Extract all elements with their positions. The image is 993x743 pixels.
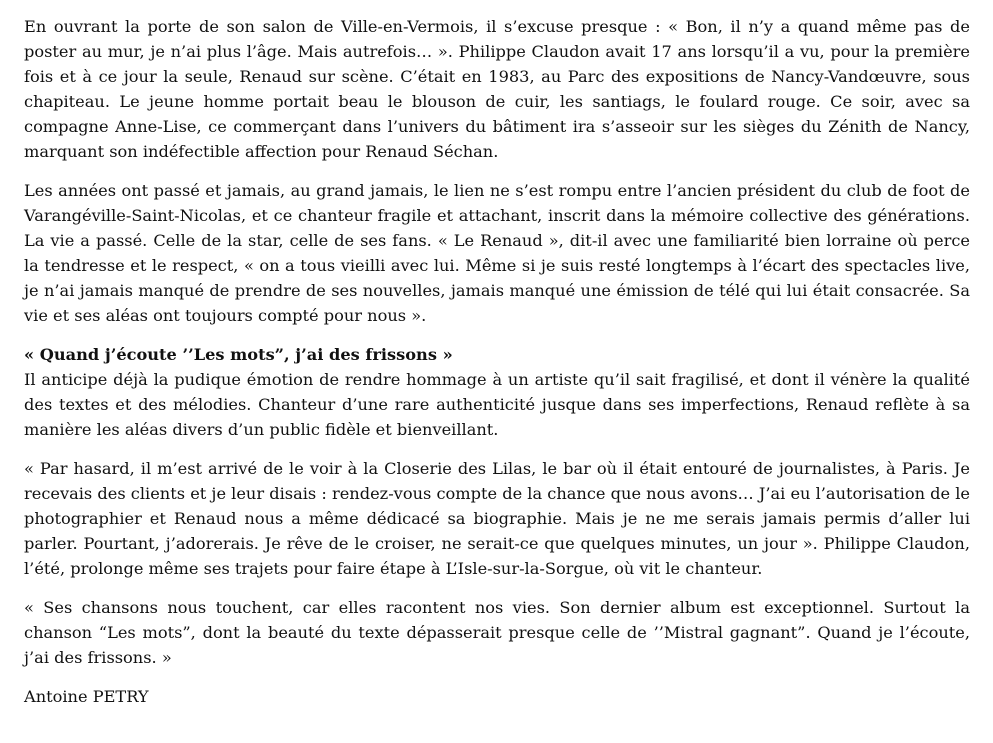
author-byline: Antoine PETRY: [24, 687, 149, 706]
article-paragraph: En ouvrant la porte de son salon de Ville-en-Vermois, il s’excuse presque : « Bon, il n’y a quand même pas de poster au mur, je n’ai plus l’âge. Mais autrefois… ». Philippe Claudon avait 17 ans lorsqu’il a vu, pour la première fois et à ce jour la seule, Renaud sur scène. C’était en 1983, au Parc des expositions de Nancy-Vandœuvre, sous chapiteau. Le jeune homme portait beau le blouson de cuir, les santiags, le foulard rouge. Ce soir, avec sa compagne Anne-Lise, ce commerçant dans l’univers du bâtiment ira s’asseoir sur les sièges du Zénith de Nancy, marquant son indéfectible affection pour Renaud Séchan.: [24, 17, 970, 161]
article-section: [24, 342, 970, 442]
article-paragraph: « Par hasard, il m’est arrivé de le voir à la Closerie des Lilas, le bar où il était entouré de journalistes, à Paris. Je recevais des clients et je leur disais : rendez-vous compte de la chance que nous avons… J’ai eu l’autorisation de le photographier et Renaud nous a même dédicacé sa biographie. Mais je ne me serais jamais permis d’aller lui parler. Pourtant, j’adorerais. Je rêve de le croiser, ne serait-ce que quelques minutes, un jour ». Philippe Claudon, l’été, prolonge même ses trajets pour faire étape à L’Isle-sur-la-Sorgue, où vit le chanteur.: [24, 459, 970, 578]
section-subheading: « Quand j’écoute ’’Les mots”, j’ai des frissons »: [24, 345, 453, 364]
article-paragraph: Les années ont passé et jamais, au grand jamais, le lien ne s’est rompu entre l’ancien président du club de foot de Varangéville-Saint-Nicolas, et ce chanteur fragile et attachant, inscrit dans la mémoire collective des générations. La vie a passé. Celle de la star, celle de ses fans. « Le Renaud », dit-il avec une familiarité bien lorraine où perce la tendresse et le respect, « on a tous vieilli avec lui. Même si je suis resté longtemps à l’écart des spectacles live, je n’ai jamais manqué de prendre de ses nouvelles, jamais manqué une émission de télé qui lui était consacrée. Sa vie et ses aléas ont toujours compté pour nous ».: [24, 181, 970, 325]
article-paragraph: « Ses chansons nous touchent, car elles racontent nos vies. Son dernier album est exceptionnel. Surtout la chanson “Les mots”, dont la beauté du texte dépasserait presque celle de ’’Mistral gagnant”. Quand je l’écoute, j’ai des frissons. »: [24, 598, 970, 667]
article-paragraph: Il anticipe déjà la pudique émotion de rendre hommage à un artiste qu’il sait fragilisé, et dont il vénère la qualité des textes et des mélodies. Chanteur d’une rare authenticité jusque dans ses imperfections, Renaud reflète à sa manière les aléas divers d’un public fidèle et bienveillant.: [24, 370, 970, 439]
